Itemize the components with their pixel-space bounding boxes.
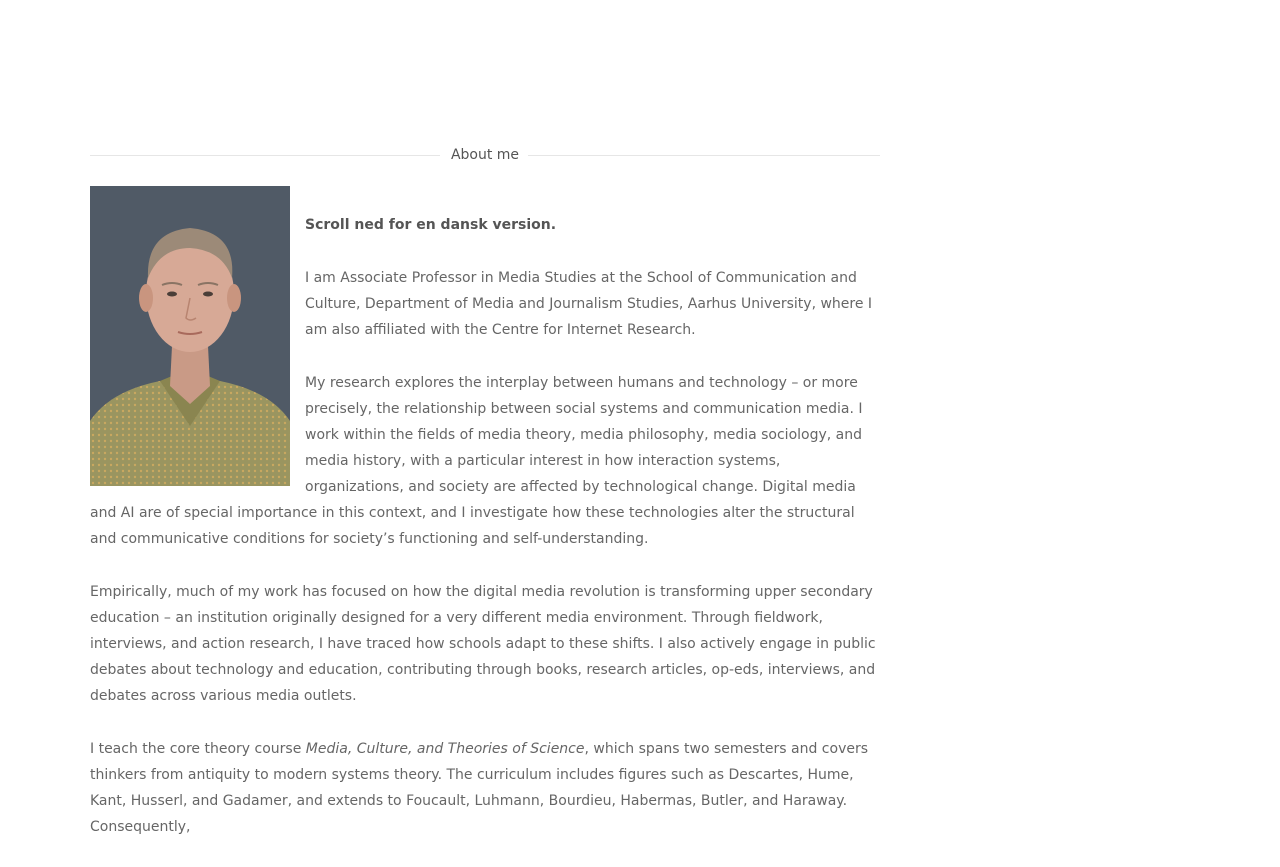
course-title: Media, Culture, and Theories of Science (305, 741, 585, 757)
teaching-text-after: , which spans two semesters and covers thinkers from antiquity to modern systems theory. The curriculum includes figures such as Descartes, Hume, Kant, Husserl, and Gadamer, and extends to Foucault, Luhmann, Bourdieu, Habermas, Butler, and Haraway. Consequently, (90, 741, 869, 835)
divider-right (528, 155, 880, 156)
portrait-illustration (90, 186, 290, 486)
section-title: About me (450, 147, 520, 163)
section-header (90, 142, 880, 168)
about-content (90, 186, 880, 867)
empirical-paragraph: Empirically, much of my work has focused on how the digital media revolution is transforming upper secondary education – an institution originally designed for a very different media environment. Through fieldwork, interviews, and action research, I have traced how schools adapt to these shifts. I also actively engage in public debates about technology and education, contributing through books, research articles, op-eds, interviews, and debates across various media outlets. (90, 584, 876, 704)
profile-photo (90, 186, 290, 486)
research-paragraph: My research explores the interplay between humans and technology – or more precisely, the relationship between social systems and communication media. I work within the fields of media theory, media philosophy, media sociology, and media history, with a particular interest in how interaction systems, organizations, and society are affected by technological change. Digital media and AI are of special importance in this context, and I investigate how these technologies alter the structural and communicative conditions for society’s functioning and self-understanding. (90, 375, 863, 547)
teaching-text-before: I teach the core theory course (90, 741, 306, 757)
lead-paragraph: Scroll ned for en dansk version. (305, 217, 557, 233)
teaching-paragraph (90, 736, 880, 840)
intro-paragraph: I am Associate Professor in Media Studies at the School of Communication and Culture, Department of Media and Journalism Studies, Aarhus University, where I am also affiliated with the Centre for Internet Research. (305, 270, 873, 338)
